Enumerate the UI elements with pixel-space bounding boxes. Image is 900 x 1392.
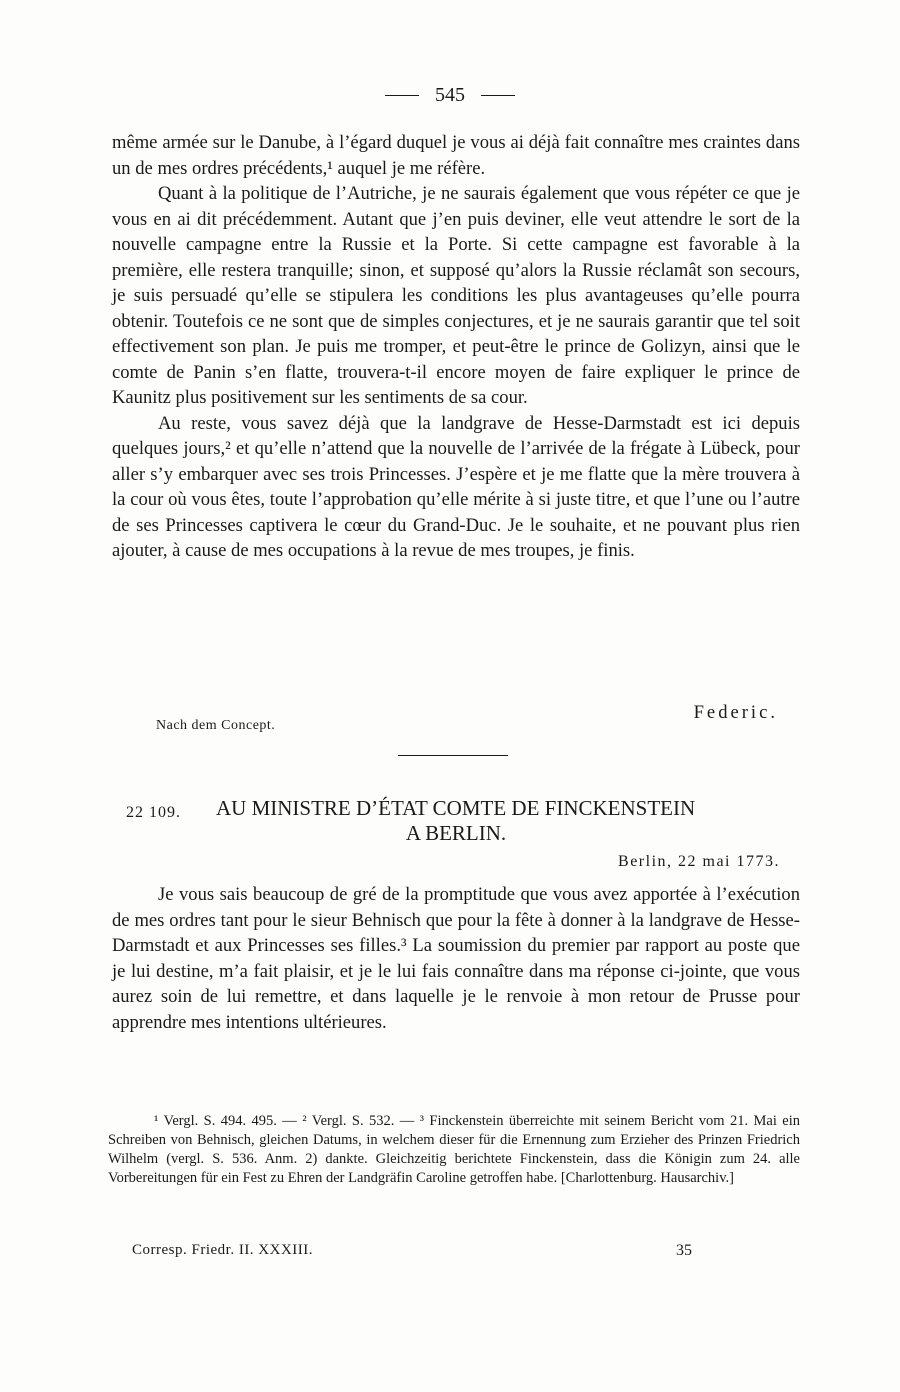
footnote-text: ¹ Vergl. S. 494. 495. — ² Vergl. S. 532. — ³ Finckenstein überreichte mit seinem Bericht vom 21. Mai ein Schreiben von Behnisch, gleichen Datums, in welchem dieser für die Ernennung zum Erzieher des Prinzen Friedrich Wilhelm (vergl. S. 536. Anm. 2) dankte. Gleichzeitig berichtete Finckenstein, dass die Königin zum 24. alle Vorbereitungen für ein Fest zu Ehren der Landgräfin Caroline getroffen habe. [Charlottenburg. Hausarchiv.] [108,1113,800,1186]
header-dash-right [481,95,515,96]
dateline: Berlin, 22 mai 1773. [618,853,780,870]
letter-2-paragraph: Je vous sais beaucoup de gré de la promptitude que vous avez apportée à l’exécution de mes ordres tant pour le sieur Behnisch que pour la fête à donner à la landgrave de Hesse-Darmstadt et aux Princesses ses filles.³ La soumission du premier par rapport au poste que je lui destine, m’a fait plaisir, et je le lui fais connaître dans ma réponse ci-jointe, que vous aurez soin de lui remettre, et dans laquelle je le renvoie à mon retour de Prusse pour apprendre mes intentions ultérieures. [112,884,800,1033]
source-note: Nach dem Concept. [156,718,276,733]
letter-1-paragraph: Quant à la politique de l’Autriche, je ne saurais également que vous répéter ce que je vous en ai dit précédemment. Autant que j’en puis deviner, elle veut attendre le sort de la nouvelle campagne entre la Russie et la Porte. Si cette campagne est favorable à la première, elle restera tranquille; sinon, et supposé qu’alors la Russie réclamât son secours, je suis persuadé qu’elle se stipulera les conditions les plus avantageuses qu’elle pourra obtenir. Toutefois ce ne sont que de simples conjectures, et je ne saurais garantir que tel soit effectivement son plan. Je puis me tromper, et peut-être le prince de Golizyn, ainsi que le comte de Panin s’en flatte, trouvera-t-il encore moyen de faire expliquer le prince de Kaunitz plus positivement sur les sentiments de sa cour. [112,183,800,408]
signature: Federic. [693,702,778,723]
footnotes [108,1112,800,1188]
letter-title-line-2: A BERLIN. [405,821,507,845]
header-dash-left [385,95,419,96]
page-number: 545 [435,84,465,106]
signature-number: 35 [676,1242,692,1259]
letter-title-line-1: AU MINISTRE D’ÉTAT COMTE DE FINCKENSTEIN [216,796,696,820]
letter-1-body [112,130,800,564]
closing-row [112,702,800,746]
letter-2-body [112,882,800,1035]
letter-1-paragraph: Au reste, vous savez déjà que la landgrave de Hesse-Darmstadt est ici depuis quelques jours,² et qu’elle n’attend que la nouvelle de l’arrivée de la frégate à Lübeck, pour aller s’y embarquer avec ses trois Princesses. J’espère et je me flatte que la mère trouvera à la cour où vous êtes, toute l’approbation qu’elle mérite à si juste titre, et que l’une ou l’autre de ses Princesses captivera le cœur du Grand-Duc. Je le souhaite, et ne pouvant plus rien ajouter, à cause de mes occupations à la revue de mes troupes, je finis. [112,412,800,561]
letter-1-paragraph: même armée sur le Danube, à l’égard duquel je vous ai déjà fait connaître mes craintes dans un de mes ordres précédents,¹ auquel je me réfère. [112,132,800,179]
document-number: 22 109. [126,804,181,821]
page-header [0,84,900,107]
section-divider [398,755,508,756]
footer-reference: Corresp. Friedr. II. XXXIII. [132,1242,314,1258]
